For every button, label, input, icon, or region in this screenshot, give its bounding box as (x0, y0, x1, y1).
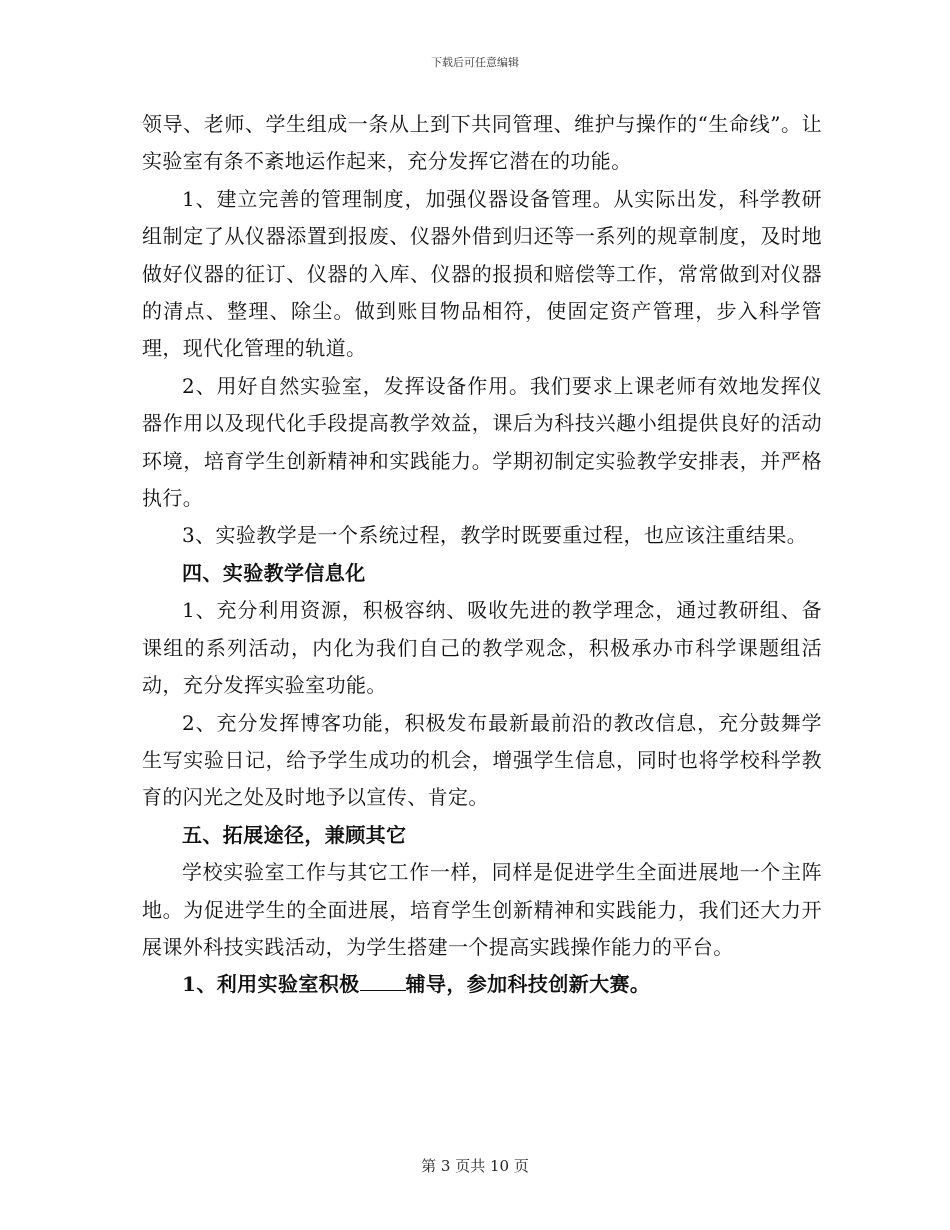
section-heading-informatization: 四、实验教学信息化 (182, 560, 366, 585)
paragraph-resources: 1、充分利用资源，积极容纳、吸收先进的教学理念，通过教研组、备课组的系列活动，内化为我们自己的教学观念，积极承办市科学课题组活动，充分发挥实验室功能。 (142, 598, 822, 698)
page-header: 下载后可任意编辑 (431, 56, 519, 69)
paragraph-blog: 2、充分发挥博客功能，积极发布最新最前沿的教改信息，充分鼓舞学生写实验日记，给予学生成功的机会，增强学生信息，同时也将学校科学教育的闪光之处及时地予以宣传、肯定。 (142, 710, 822, 810)
paragraph-lab-work: 学校实验室工作与其它工作一样，同样是促进学生全面进展地一个主阵地。为促进学生的全面进展，培育学生创新精神和实践能力，我们还大力开展课外科技实践活动，为学生搭建一个提高实践操作能力的平台。 (142, 860, 822, 959)
fill-in-blank (360, 972, 406, 991)
section-heading-expand: 五、拓展途径，兼顾其它 (182, 822, 407, 847)
contest-text-after: 辅导，参加科技创新大赛。 (405, 972, 651, 997)
contest-text-before: 1、利用实验室积极 (182, 972, 360, 997)
paragraph-intro: 领导、老师、学生组成一条从上到下共同管理、维护与操作的“生命线”。让实验室有条不紊地运作起来，充分发挥它潜在的功能。 (142, 112, 822, 174)
page-footer: 第 3 页共 10 页 (421, 1157, 529, 1175)
document-body (142, 106, 822, 1004)
paragraph-teaching-process: 3、实验教学是一个系统过程，教学时既要重过程，也应该注重结果。 (182, 523, 808, 548)
paragraph-nature-lab: 2、用好自然实验室，发挥设备作用。我们要求上课老师有效地发挥仪器作用以及现代化手段提高教学效益，课后为科技兴趣小组提供良好的活动环境，培育学生创新精神和实践能力。学期初制定实验教学安排表，并严格执行。 (142, 373, 822, 511)
paragraph-innovation-contest (142, 966, 822, 1003)
paragraph-management-system: 1、建立完善的管理制度，加强仪器设备管理。从实际出发，科学教研组制定了从仪器添置到报废、仪器外借到归还等一系列的规章制度，及时地做好仪器的征订、仪器的入库、仪器的报损和赔偿等工作，常常做到对仪器的清点、整理、除尘。做到账目物品相符，使固定资产管理，步入科学管理，现代化管理的轨道。 (142, 186, 822, 361)
